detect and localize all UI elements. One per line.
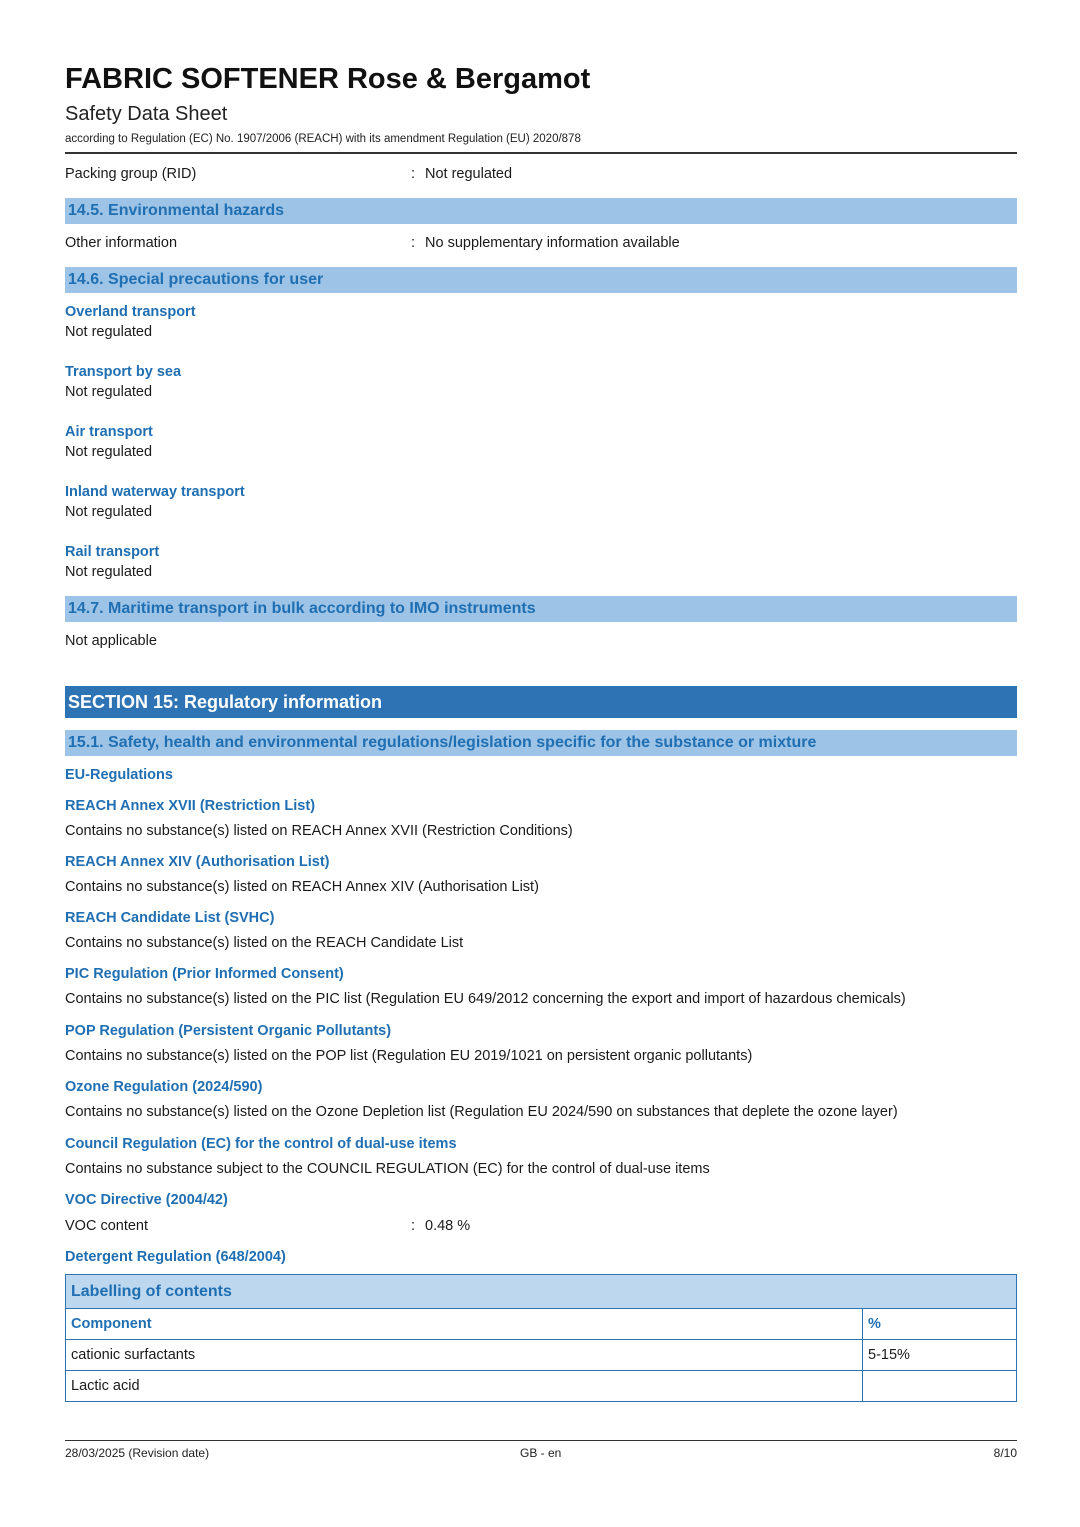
component-cell: Lactic acid — [66, 1371, 863, 1402]
air-transport-value: Not regulated — [65, 444, 153, 460]
voc-content-label: VOC content — [65, 1218, 149, 1234]
overland-transport-value: Not regulated — [65, 324, 153, 340]
pic-regulation-title: PIC Regulation (Prior Informed Consent) — [65, 966, 344, 982]
packing-group-separator: : — [411, 166, 416, 182]
pop-regulation-title: POP Regulation (Persistent Organic Pollutants) — [65, 1023, 392, 1039]
reach-annex-xvii-title: REACH Annex XVII (Restriction List) — [65, 798, 316, 814]
ozone-regulation-title: Ozone Regulation (2024/590) — [65, 1079, 263, 1095]
packing-group-label: Packing group (RID) — [65, 166, 197, 182]
detergent-regulation-title: Detergent Regulation (648/2004) — [65, 1249, 286, 1265]
labelling-of-contents-table — [65, 1274, 1017, 1402]
section-15-heading: SECTION 15: Regulatory information — [65, 686, 1017, 718]
other-information-value: No supplementary information available — [425, 235, 680, 251]
reach-candidate-list-title: REACH Candidate List (SVHC) — [65, 910, 275, 926]
section-15-1-heading: 15.1. Safety, health and environmental regulations/legislation specific for the substance or mixture — [65, 730, 1017, 756]
table-row — [66, 1371, 1017, 1402]
voc-directive-title: VOC Directive (2004/42) — [65, 1192, 228, 1208]
council-regulation-text: Contains no substance subject to the COUNCIL REGULATION (EC) for the control of dual-use items — [65, 1161, 710, 1177]
overland-transport-title: Overland transport — [65, 304, 196, 320]
reach-annex-xvii-text: Contains no substance(s) listed on REACH Annex XVII (Restriction Conditions) — [65, 823, 573, 839]
inland-waterway-transport-value: Not regulated — [65, 504, 153, 520]
reach-annex-xiv-title: REACH Annex XIV (Authorisation List) — [65, 854, 330, 870]
table-header-row — [66, 1309, 1017, 1340]
section-14-7-heading: 14.7. Maritime transport in bulk according to IMO instruments — [65, 596, 1017, 622]
council-regulation-title: Council Regulation (EC) for the control of dual-use items — [65, 1136, 457, 1152]
table-row — [66, 1340, 1017, 1371]
section-14-7-value: Not applicable — [65, 633, 157, 649]
section-14-5-heading: 14.5. Environmental hazards — [65, 198, 1017, 224]
transport-by-sea-value: Not regulated — [65, 384, 153, 400]
footer-divider — [65, 1440, 1017, 1441]
table-caption: Labelling of contents — [66, 1275, 1017, 1309]
section-14-6-heading: 14.6. Special precautions for user — [65, 267, 1017, 293]
voc-content-value: 0.48 % — [425, 1218, 471, 1234]
column-header-percent: % — [863, 1309, 1017, 1340]
component-cell: cationic surfactants — [66, 1340, 863, 1371]
rail-transport-value: Not regulated — [65, 564, 153, 580]
reach-candidate-list-text: Contains no substance(s) listed on the REACH Candidate List — [65, 935, 464, 951]
column-header-component: Component — [66, 1309, 863, 1340]
table-caption-row — [66, 1275, 1017, 1309]
footer-page-number: 8/10 — [993, 1446, 1017, 1460]
air-transport-title: Air transport — [65, 424, 153, 440]
header-divider — [65, 152, 1017, 154]
footer-language: GB - en — [520, 1446, 562, 1460]
packing-group-value: Not regulated — [425, 166, 513, 182]
regulation-line: according to Regulation (EC) No. 1907/2006 (REACH) with its amendment Regulation (EU) 2020/878 — [65, 133, 581, 145]
document-subtitle: Safety Data Sheet — [65, 103, 228, 125]
eu-regulations-title: EU-Regulations — [65, 767, 173, 783]
voc-content-separator: : — [411, 1218, 416, 1234]
percent-cell — [863, 1371, 1017, 1402]
percent-cell: 5-15% — [863, 1340, 1017, 1371]
other-information-label: Other information — [65, 235, 178, 251]
pop-regulation-text: Contains no substance(s) listed on the POP list (Regulation EU 2019/1021 on persistent organic pollutants) — [65, 1048, 753, 1064]
footer-revision-date: 28/03/2025 (Revision date) — [65, 1446, 210, 1460]
transport-by-sea-title: Transport by sea — [65, 364, 182, 380]
other-information-row — [65, 233, 1017, 253]
voc-content-row — [65, 1216, 1017, 1236]
inland-waterway-transport-title: Inland waterway transport — [65, 484, 245, 500]
rail-transport-title: Rail transport — [65, 544, 160, 560]
document-title: FABRIC SOFTENER Rose & Bergamot — [65, 63, 591, 95]
other-information-separator: : — [411, 235, 416, 251]
pic-regulation-text: Contains no substance(s) listed on the PIC list (Regulation EU 649/2012 concerning the export and import of hazardous chemicals) — [65, 991, 906, 1007]
reach-annex-xiv-text: Contains no substance(s) listed on REACH Annex XIV (Authorisation List) — [65, 879, 539, 895]
ozone-regulation-text: Contains no substance(s) listed on the Ozone Depletion list (Regulation EU 2024/590 on substances that deplete the ozone layer) — [65, 1104, 898, 1120]
packing-group-row — [65, 164, 1017, 184]
